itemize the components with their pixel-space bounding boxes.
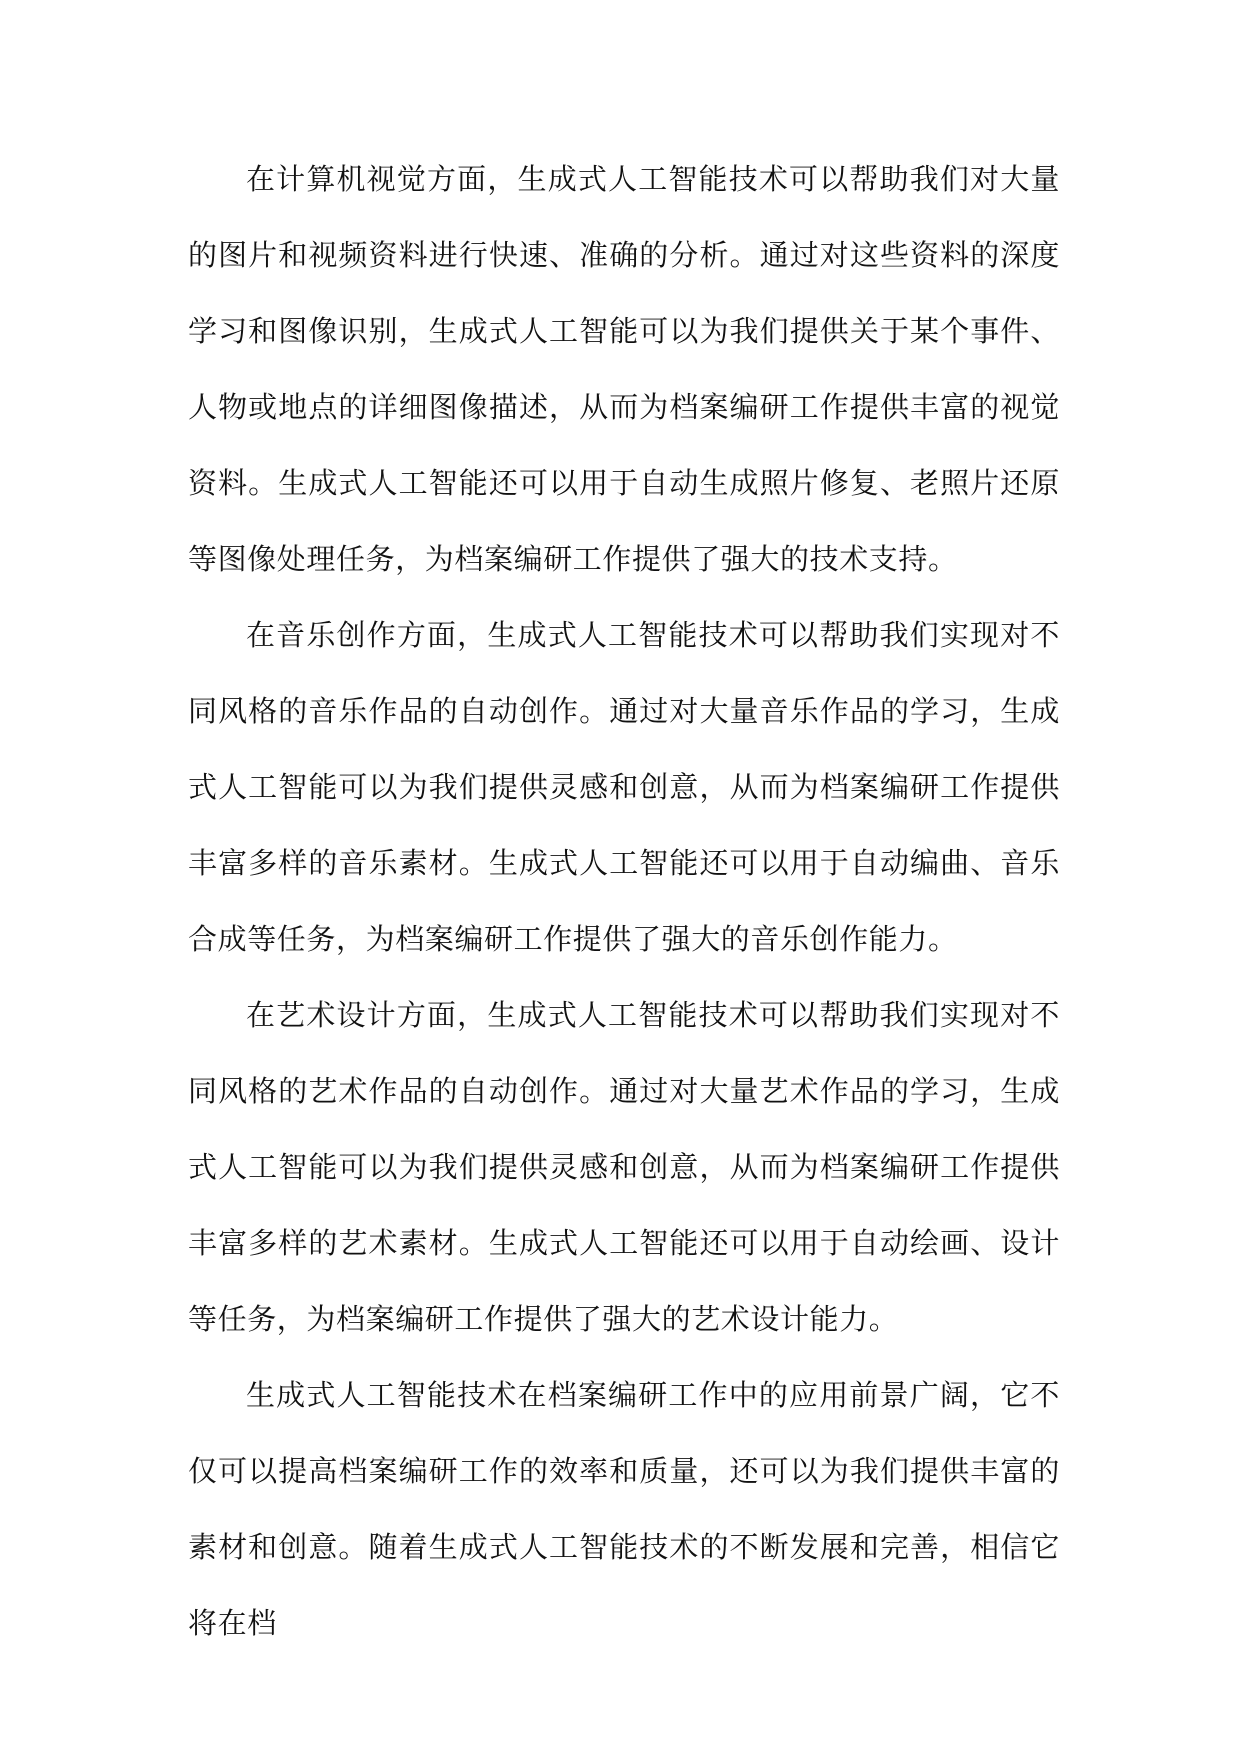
paragraph-computer-vision: 在计算机视觉方面，生成式人工智能技术可以帮助我们对大量的图片和视频资料进行快速、准确的分析。通过对这些资料的深度学习和图像识别，生成式人工智能可以为我们提供关于某个事件、人物或地点的详细图像描述，从而为档案编研工作提供丰富的视觉资料。生成式人工智能还可以用于自动生成照片修复、老照片还原等图像处理任务，为档案编研工作提供了强大的技术支持。: [188, 162, 1060, 576]
body-text: [188, 141, 1060, 1661]
paragraph-art-design: 在艺术设计方面，生成式人工智能技术可以帮助我们实现对不同风格的艺术作品的自动创作。通过对大量艺术作品的学习，生成式人工智能可以为我们提供灵感和创意，从而为档案编研工作提供丰富多样的艺术素材。生成式人工智能还可以用于自动绘画、设计等任务，为档案编研工作提供了强大的艺术设计能力。: [188, 998, 1060, 1336]
paragraph-application-prospects: 生成式人工智能技术在档案编研工作中的应用前景广阔，它不仅可以提高档案编研工作的效率和质量，还可以为我们提供丰富的素材和创意。随着生成式人工智能技术的不断发展和完善，相信它将在档: [188, 1378, 1060, 1640]
paragraph-music-creation: 在音乐创作方面，生成式人工智能技术可以帮助我们实现对不同风格的音乐作品的自动创作。通过对大量音乐作品的学习，生成式人工智能可以为我们提供灵感和创意，从而为档案编研工作提供丰富多样的音乐素材。生成式人工智能还可以用于自动编曲、音乐合成等任务，为档案编研工作提供了强大的音乐创作能力。: [188, 618, 1060, 956]
